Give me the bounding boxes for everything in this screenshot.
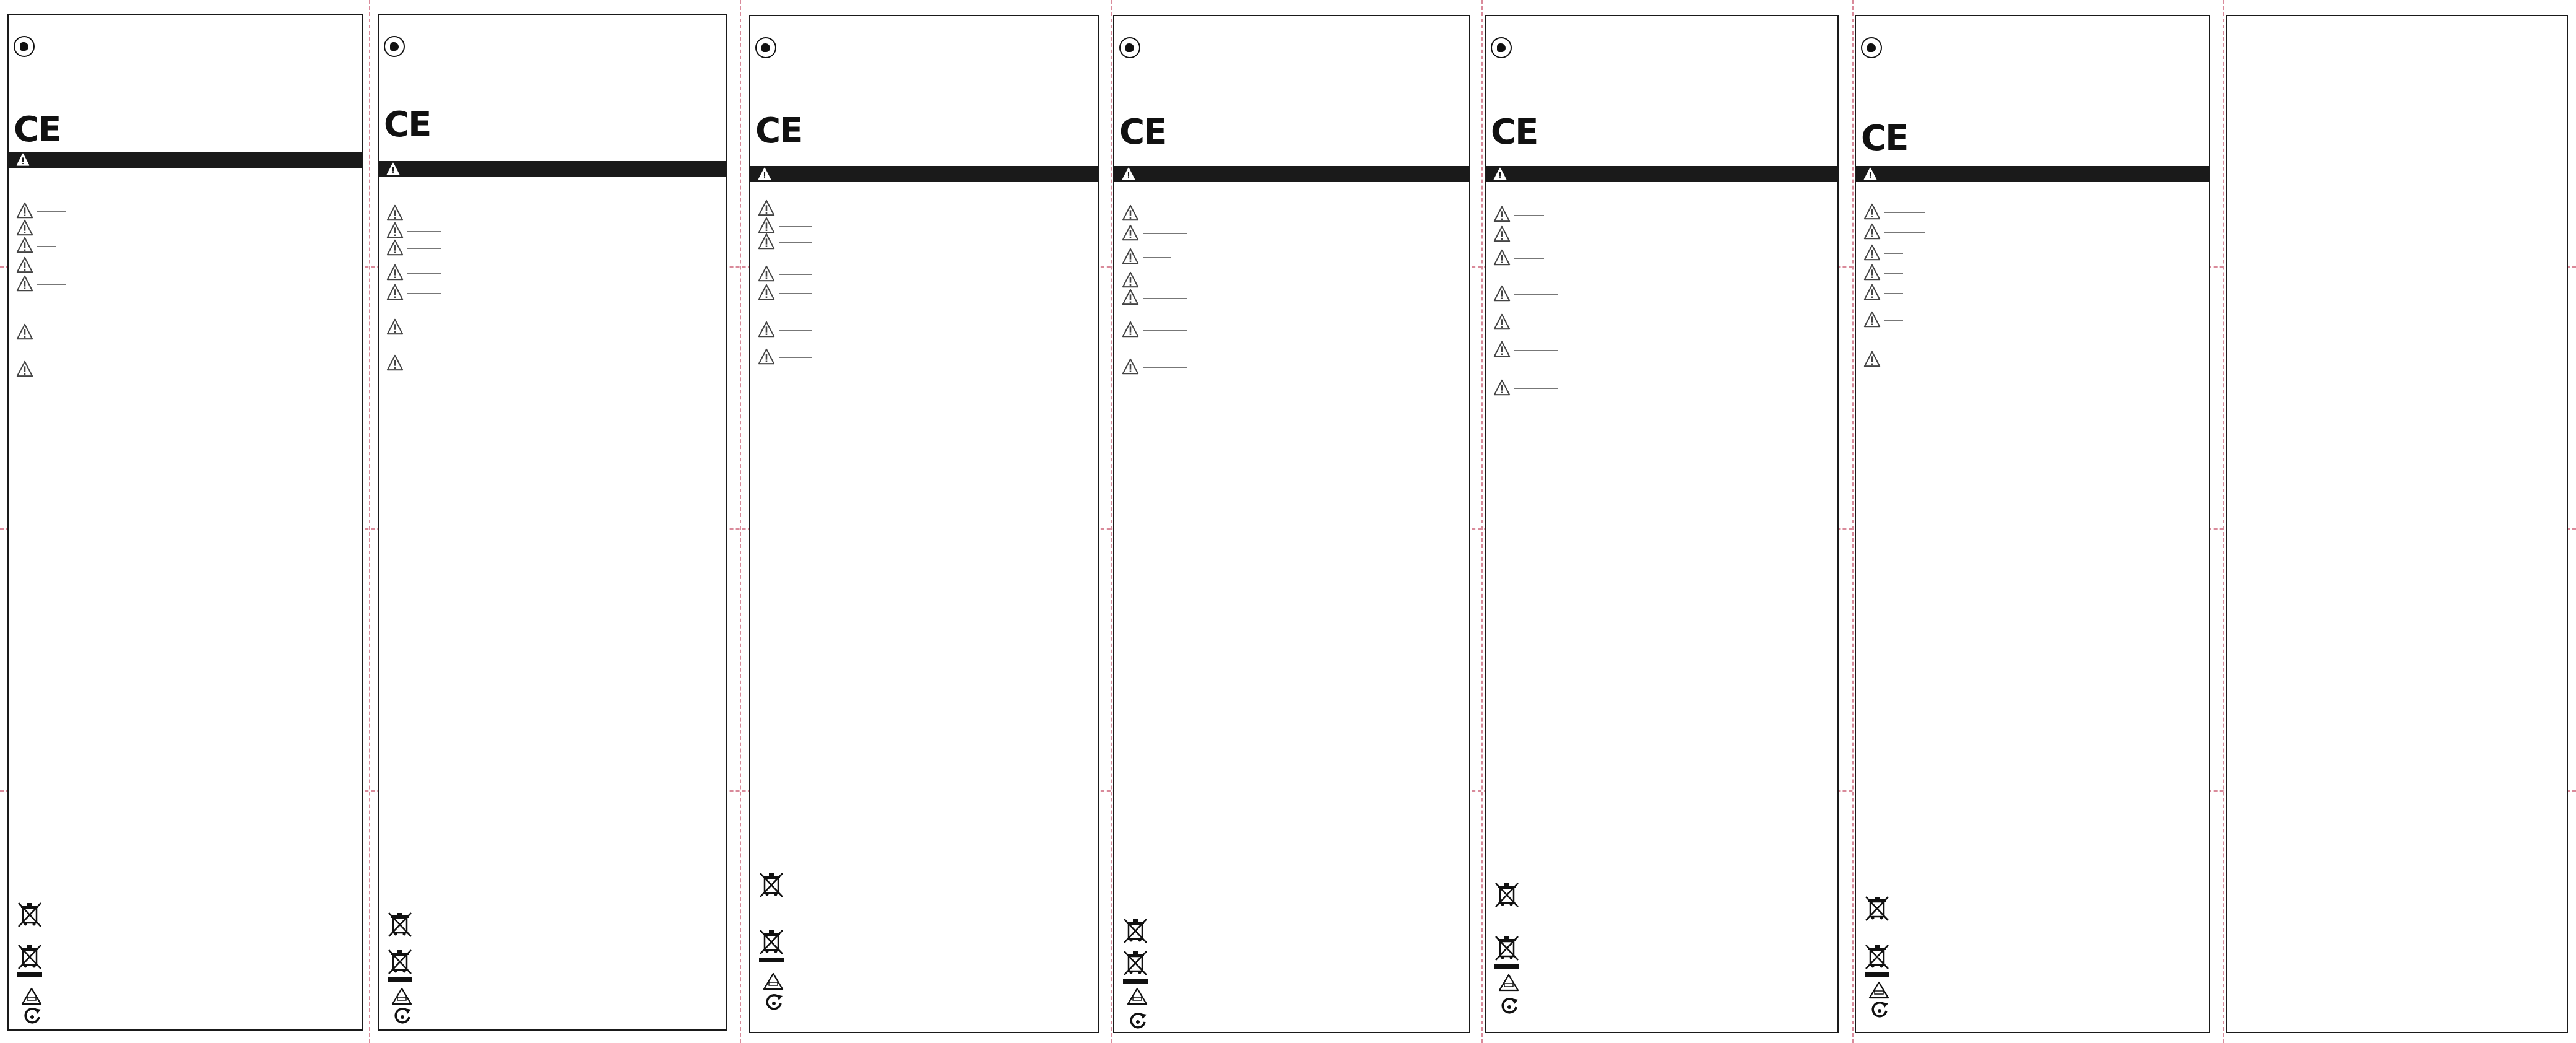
warning-triangle-icon bbox=[1122, 224, 1139, 242]
warning-header-bar bbox=[1486, 166, 1837, 182]
warning-triangle-icon bbox=[386, 318, 404, 336]
warning-item bbox=[16, 237, 59, 255]
warning-text-line bbox=[1514, 215, 1544, 216]
warning-item bbox=[1122, 271, 1191, 290]
weee-underline-bar bbox=[759, 958, 784, 962]
weee-underline-bar bbox=[1865, 972, 1889, 977]
warning-item bbox=[16, 256, 53, 275]
warning-triangle-icon bbox=[16, 256, 33, 274]
warning-triangle-icon bbox=[1863, 167, 1877, 181]
warning-triangle-icon bbox=[16, 219, 33, 237]
warning-triangle-icon bbox=[1863, 223, 1881, 240]
warning-item bbox=[16, 275, 69, 294]
warning-text-line bbox=[1143, 233, 1187, 234]
warning-triangle-icon bbox=[758, 321, 775, 338]
weee-bin-icon bbox=[1493, 934, 1520, 970]
warning-text-line bbox=[1884, 273, 1903, 274]
weee-bin-icon bbox=[16, 901, 43, 936]
fold-line-vertical-5 bbox=[1852, 0, 1854, 1043]
leaflet-panel-5 bbox=[1485, 15, 1839, 1033]
warning-item bbox=[1863, 351, 1907, 369]
warning-text-line bbox=[1143, 298, 1187, 299]
warning-item bbox=[1863, 244, 1907, 263]
warning-triangle-icon bbox=[16, 323, 33, 341]
warning-triangle-icon bbox=[1122, 358, 1139, 375]
warning-triangle-icon bbox=[1493, 249, 1511, 266]
warning-triangle-icon bbox=[16, 237, 33, 254]
weee-bin-icon bbox=[758, 928, 785, 964]
warning-triangle-icon bbox=[758, 217, 775, 234]
warning-text-line bbox=[407, 293, 441, 294]
warning-triangle-icon bbox=[1122, 167, 1135, 181]
warning-triangle-icon bbox=[386, 264, 404, 281]
warning-triangle-icon bbox=[1863, 203, 1881, 220]
warning-item bbox=[1122, 204, 1175, 223]
warning-text-line bbox=[779, 226, 812, 227]
warning-item bbox=[1493, 206, 1548, 224]
warning-triangle-icon bbox=[1122, 289, 1139, 306]
warning-triangle-icon bbox=[1863, 284, 1881, 301]
weee-bin-icon bbox=[386, 948, 414, 984]
warning-item bbox=[1493, 285, 1561, 303]
warning-item bbox=[1493, 313, 1561, 332]
warning-header-bar bbox=[1114, 166, 1469, 182]
warning-triangle-icon bbox=[758, 199, 775, 217]
warning-triangle-icon bbox=[1863, 264, 1881, 281]
warning-triangle-icon bbox=[758, 284, 775, 301]
warning-text-line bbox=[1884, 293, 1903, 294]
warning-triangle-icon bbox=[386, 354, 404, 372]
warning-item bbox=[386, 318, 445, 337]
warning-triangle-icon bbox=[1493, 285, 1511, 302]
ce-mark: CE bbox=[14, 110, 61, 150]
warning-item bbox=[16, 219, 71, 238]
warning-item bbox=[758, 265, 816, 284]
warning-triangle-icon bbox=[16, 275, 33, 292]
warning-triangle-icon bbox=[758, 265, 775, 282]
warning-item bbox=[1863, 223, 1929, 242]
warning-triangle-icon bbox=[1493, 313, 1511, 331]
warning-item bbox=[386, 239, 445, 258]
warning-item bbox=[1863, 311, 1907, 329]
recycle-icon bbox=[22, 1006, 42, 1029]
warning-text-line bbox=[779, 274, 812, 275]
leaflet-panel-6 bbox=[1855, 15, 2210, 1033]
warning-text-line bbox=[779, 357, 812, 358]
hand-warning-icon bbox=[1491, 37, 1512, 58]
fold-line-vertical-4 bbox=[1481, 0, 1483, 1043]
ce-mark: CE bbox=[384, 105, 431, 145]
weee-underline-bar bbox=[1123, 979, 1148, 984]
warning-triangle-icon bbox=[1122, 271, 1139, 289]
fold-line-vertical-2 bbox=[740, 0, 741, 1043]
leaflet-panel-7 bbox=[2226, 15, 2568, 1033]
warning-item bbox=[386, 284, 445, 302]
paper-recycling-icon bbox=[1498, 974, 1519, 995]
warning-triangle-icon bbox=[1122, 248, 1139, 265]
warning-text-line bbox=[1884, 320, 1903, 321]
warning-text-line bbox=[779, 330, 812, 331]
warning-triangle-icon bbox=[1493, 341, 1511, 358]
warning-text-line bbox=[1884, 253, 1903, 254]
warning-item bbox=[758, 199, 816, 218]
warning-triangle-icon bbox=[1863, 351, 1881, 368]
warning-item bbox=[16, 360, 69, 379]
warning-item bbox=[1493, 341, 1561, 359]
warning-header-bar bbox=[1856, 166, 2209, 182]
warning-text-line bbox=[1143, 367, 1187, 368]
warning-header-bar bbox=[750, 166, 1098, 182]
warning-triangle-icon bbox=[1863, 311, 1881, 328]
warning-text-line bbox=[37, 284, 66, 285]
warning-item bbox=[1493, 379, 1561, 398]
leaflet-panel-4 bbox=[1113, 15, 1470, 1033]
recycle-icon bbox=[392, 1006, 412, 1029]
warning-item bbox=[1122, 289, 1191, 307]
warning-triangle-icon bbox=[386, 239, 404, 256]
weee-bin-icon bbox=[1493, 881, 1520, 917]
warning-item bbox=[386, 222, 445, 240]
fold-line-vertical-6 bbox=[2223, 0, 2224, 1043]
fold-line-vertical-3 bbox=[1111, 0, 1112, 1043]
warning-triangle-icon bbox=[16, 153, 30, 167]
warning-triangle-icon bbox=[1493, 206, 1511, 223]
recycle-icon bbox=[764, 992, 784, 1015]
leaflet-panel-2 bbox=[378, 14, 727, 1031]
weee-bin-icon bbox=[1863, 894, 1891, 930]
warning-item bbox=[1863, 284, 1907, 302]
paper-recycling-icon bbox=[763, 972, 784, 994]
warning-text-line bbox=[1514, 258, 1544, 259]
warning-text-line bbox=[1514, 294, 1558, 295]
warning-text-line bbox=[407, 248, 441, 249]
recycle-icon bbox=[1870, 1000, 1889, 1023]
warning-text-line bbox=[779, 293, 812, 294]
ce-mark: CE bbox=[755, 111, 802, 151]
warning-triangle-icon bbox=[1122, 204, 1139, 222]
warning-triangle-icon bbox=[758, 167, 771, 181]
warning-text-line bbox=[1514, 350, 1558, 351]
warning-item bbox=[1122, 358, 1191, 377]
hand-warning-icon bbox=[1119, 37, 1140, 58]
warning-item bbox=[758, 348, 816, 367]
hand-warning-icon bbox=[384, 36, 405, 57]
hand-warning-icon bbox=[14, 36, 35, 57]
hand-warning-icon bbox=[755, 37, 776, 58]
weee-bin-icon bbox=[16, 943, 43, 979]
warning-item bbox=[386, 204, 445, 223]
recycle-icon bbox=[1128, 1011, 1148, 1034]
warning-text-line bbox=[779, 242, 812, 243]
warning-triangle-icon bbox=[1493, 379, 1511, 396]
leaflet-panel-3 bbox=[749, 15, 1099, 1033]
paper-recycling-icon bbox=[1127, 987, 1148, 1009]
warning-text-line bbox=[407, 231, 441, 232]
warning-item bbox=[1863, 203, 1929, 222]
warning-text-line bbox=[37, 211, 66, 212]
warning-triangle-icon bbox=[386, 284, 404, 301]
warning-item bbox=[758, 233, 816, 251]
warning-item bbox=[1493, 225, 1561, 244]
warning-item bbox=[386, 354, 445, 373]
warning-item bbox=[16, 323, 69, 342]
weee-bin-icon bbox=[758, 871, 785, 907]
warning-header-bar bbox=[9, 152, 362, 168]
warning-text-line bbox=[1143, 257, 1171, 258]
weee-bin-icon bbox=[1122, 917, 1149, 953]
warning-triangle-icon bbox=[758, 233, 775, 250]
warning-triangle-icon bbox=[16, 202, 33, 219]
warning-triangle-icon bbox=[1493, 167, 1507, 181]
warning-item bbox=[1493, 249, 1548, 268]
warning-item bbox=[1122, 321, 1191, 339]
warning-triangle-icon bbox=[758, 348, 775, 365]
weee-bin-icon bbox=[1863, 943, 1891, 979]
warning-text-line bbox=[1884, 212, 1925, 213]
warning-item bbox=[386, 264, 445, 282]
warning-triangle-icon bbox=[386, 162, 400, 176]
warning-triangle-icon bbox=[1122, 321, 1139, 338]
hand-warning-icon bbox=[1861, 37, 1882, 58]
weee-underline-bar bbox=[17, 972, 42, 977]
weee-bin-icon bbox=[386, 910, 414, 946]
warning-item bbox=[758, 321, 816, 339]
fold-line-vertical-1 bbox=[369, 0, 370, 1043]
warning-text-line bbox=[407, 273, 441, 274]
warning-item bbox=[1863, 264, 1907, 282]
weee-underline-bar bbox=[1494, 964, 1519, 969]
warning-item bbox=[16, 202, 69, 220]
warning-triangle-icon bbox=[386, 222, 404, 239]
warning-item bbox=[1122, 224, 1191, 243]
warning-triangle-icon bbox=[1493, 225, 1511, 243]
ce-mark: CE bbox=[1491, 112, 1538, 152]
weee-bin-icon bbox=[1122, 949, 1149, 985]
ce-mark: CE bbox=[1861, 118, 1908, 159]
recycle-icon bbox=[1499, 996, 1519, 1019]
warning-triangle-icon bbox=[16, 360, 33, 378]
warning-item bbox=[758, 284, 816, 302]
warning-triangle-icon bbox=[386, 204, 404, 222]
warning-text-line bbox=[37, 246, 56, 247]
warning-text-line bbox=[1143, 330, 1187, 331]
weee-underline-bar bbox=[388, 977, 412, 982]
warning-text-line bbox=[1884, 232, 1925, 233]
ce-mark: CE bbox=[1119, 112, 1166, 152]
warning-triangle-icon bbox=[1863, 244, 1881, 261]
leaflet-panel-1 bbox=[7, 14, 363, 1031]
warning-item bbox=[1122, 248, 1175, 266]
warning-header-bar bbox=[379, 161, 726, 177]
warning-text-line bbox=[1514, 388, 1558, 389]
